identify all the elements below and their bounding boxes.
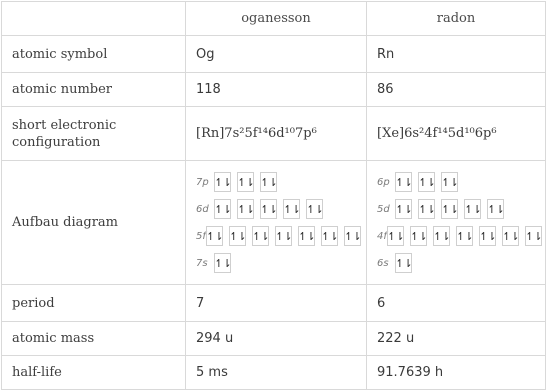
orbital-box-paired-electrons-icon: ↿⇂: [395, 172, 412, 192]
orbital-label: 5f: [196, 230, 206, 242]
radon-period: 6: [367, 285, 546, 322]
orbital-box-paired-electrons-icon: ↿⇂: [252, 226, 269, 246]
header-row: [2, 2, 546, 36]
row-label-half-life: half-life: [2, 356, 186, 390]
orbital-box-paired-electrons-icon: ↿⇂: [214, 199, 231, 219]
table-row: [2, 356, 546, 390]
orbital-box-paired-electrons-icon: ↿⇂: [410, 226, 427, 246]
orbital-box-paired-electrons-icon: ↿⇂: [487, 199, 504, 219]
row-label-electron-configuration: [2, 107, 186, 161]
orbital-box-paired-electrons-icon: ↿⇂: [283, 199, 300, 219]
orbital-box-paired-electrons-icon: ↿⇂: [260, 199, 277, 219]
radon-atomic-number: 86: [367, 73, 546, 107]
orbital-box-paired-electrons-icon: ↿⇂: [237, 199, 254, 219]
orbital-row-6p: [377, 172, 545, 192]
aufbau-diagram-rn: [377, 170, 545, 275]
orbital-box-paired-electrons-icon: ↿⇂: [306, 199, 323, 219]
oganesson-period: 7: [186, 285, 367, 322]
table-row: [2, 36, 546, 73]
orbital-box-paired-electrons-icon: ↿⇂: [418, 172, 435, 192]
table-row: [2, 73, 546, 107]
radon-atomic-mass: 222 u: [367, 322, 546, 356]
element-comparison-table: [1, 1, 546, 390]
label-line-2: configuration: [12, 134, 101, 150]
orbital-box-paired-electrons-icon: ↿⇂: [214, 253, 231, 273]
orbital-box-paired-electrons-icon: ↿⇂: [387, 226, 404, 246]
row-label-period: period: [2, 285, 186, 322]
oganesson-aufbau-diagram: [186, 161, 367, 285]
radon-aufbau-diagram: [367, 161, 546, 285]
orbital-box-paired-electrons-icon: ↿⇂: [441, 199, 458, 219]
orbital-label: 6s: [377, 257, 389, 269]
oganesson-config-text: [Rn]7s²5f¹⁴6d¹⁰7p⁶: [196, 126, 317, 141]
orbital-label: 6d: [196, 203, 209, 215]
orbital-row-5f: [196, 226, 366, 246]
orbital-row-7s: [196, 253, 366, 273]
table-row: [2, 107, 546, 161]
orbital-box-paired-electrons-icon: ↿⇂: [464, 199, 481, 219]
orbital-label: 6p: [377, 176, 390, 188]
orbital-box-paired-electrons-icon: ↿⇂: [395, 199, 412, 219]
radon-atomic-symbol: Rn: [367, 36, 546, 73]
orbital-box-paired-electrons-icon: ↿⇂: [260, 172, 277, 192]
radon-electron-configuration: [367, 107, 546, 161]
oganesson-half-life: 5 ms: [186, 356, 367, 390]
header-blank-cell: [2, 2, 186, 36]
orbital-box-paired-electrons-icon: ↿⇂: [479, 226, 496, 246]
label-line-1: short electronic: [12, 117, 117, 133]
row-label-atomic-symbol: atomic symbol: [2, 36, 186, 73]
orbital-row-4f: [377, 226, 545, 246]
oganesson-atomic-number: 118: [186, 73, 367, 107]
orbital-box-paired-electrons-icon: ↿⇂: [433, 226, 450, 246]
orbital-box-paired-electrons-icon: ↿⇂: [229, 226, 246, 246]
orbital-label: 7s: [196, 257, 208, 269]
orbital-row-6s: [377, 253, 545, 273]
orbital-box-paired-electrons-icon: ↿⇂: [456, 226, 473, 246]
aufbau-diagram-og: [196, 170, 366, 275]
row-label-aufbau-diagram: Aufbau diagram: [2, 161, 186, 285]
orbital-box-paired-electrons-icon: ↿⇂: [275, 226, 292, 246]
header-radon: radon: [367, 2, 546, 36]
radon-config-text: [Xe]6s²4f¹⁴5d¹⁰6p⁶: [377, 126, 497, 141]
orbital-box-paired-electrons-icon: ↿⇂: [344, 226, 361, 246]
table-row: [2, 322, 546, 356]
orbital-box-paired-electrons-icon: ↿⇂: [502, 226, 519, 246]
orbital-box-paired-electrons-icon: ↿⇂: [321, 226, 338, 246]
oganesson-electron-configuration: [186, 107, 367, 161]
orbital-box-paired-electrons-icon: ↿⇂: [395, 253, 412, 273]
table-row: [2, 285, 546, 322]
orbital-box-paired-electrons-icon: ↿⇂: [298, 226, 315, 246]
header-oganesson: oganesson: [186, 2, 367, 36]
orbital-row-6d: [196, 199, 366, 219]
oganesson-atomic-mass: 294 u: [186, 322, 367, 356]
row-label-atomic-mass: atomic mass: [2, 322, 186, 356]
table-row: [2, 161, 546, 285]
orbital-box-paired-electrons-icon: ↿⇂: [237, 172, 254, 192]
orbital-box-paired-electrons-icon: ↿⇂: [214, 172, 231, 192]
orbital-box-paired-electrons-icon: ↿⇂: [525, 226, 542, 246]
row-label-atomic-number: atomic number: [2, 73, 186, 107]
orbital-label: 4f: [377, 230, 387, 242]
orbital-row-7p: [196, 172, 366, 192]
oganesson-atomic-symbol: Og: [186, 36, 367, 73]
orbital-box-paired-electrons-icon: ↿⇂: [206, 226, 223, 246]
orbital-label: 5d: [377, 203, 390, 215]
radon-half-life: 91.7639 h: [367, 356, 546, 390]
orbital-label: 7p: [196, 176, 209, 188]
orbital-box-paired-electrons-icon: ↿⇂: [441, 172, 458, 192]
orbital-box-paired-electrons-icon: ↿⇂: [418, 199, 435, 219]
orbital-row-5d: [377, 199, 545, 219]
